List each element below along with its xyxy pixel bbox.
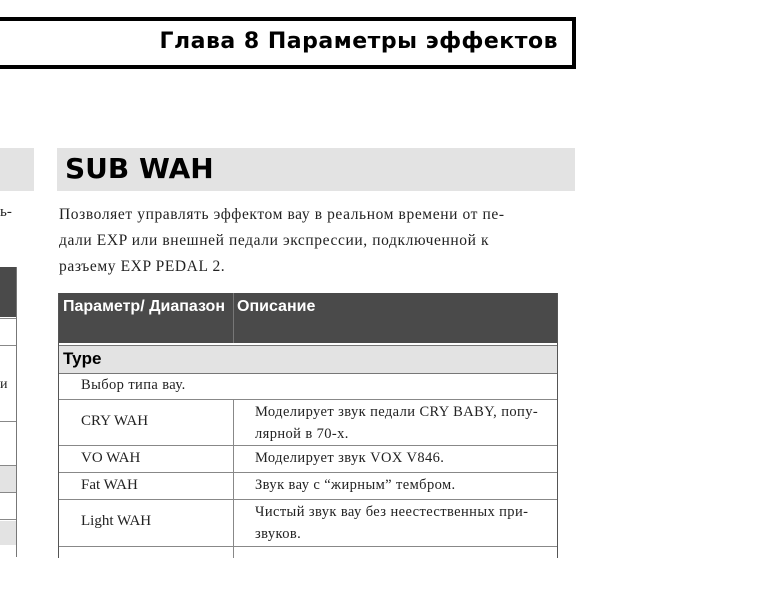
table-row-cutoff (59, 547, 557, 558)
section-title: SUB WAH (65, 152, 214, 185)
table-row (59, 500, 557, 547)
section-intro (59, 202, 575, 280)
group-description: Выбор типа вау. (81, 377, 186, 393)
group-label: Type (63, 349, 102, 368)
row-description (255, 501, 553, 545)
group-description-row (59, 373, 557, 400)
row-name: CRY WAH (81, 413, 149, 429)
row-name: VO WAH (81, 450, 141, 466)
row-description-line: Моделирует звук педали CRY BABY, попу- (255, 404, 539, 420)
table-row (59, 446, 557, 473)
chapter-header (0, 17, 576, 69)
left-table-fragment (0, 267, 17, 557)
section-heading-bar (57, 148, 575, 191)
row-description-line: звуков. (255, 526, 302, 542)
row-description-line: Моделирует звук VOX V846. (255, 450, 445, 466)
left-text-fragment: ь- (0, 204, 12, 220)
intro-line: дали EXP или внешней педали экспрессии, подключенной к (59, 232, 490, 249)
row-description-line: лярной в 70-х. (255, 426, 349, 442)
row-name: Light WAH (81, 513, 152, 529)
header-description: Описание (237, 298, 316, 315)
chapter-title: Глава 8 Параметры эффектов (159, 29, 558, 54)
row-name: Fat WAH (81, 477, 138, 493)
table-header (59, 293, 557, 343)
left-column-fragment (0, 148, 34, 558)
intro-line: разъему EXP PEDAL 2. (59, 258, 226, 275)
table-row (59, 473, 557, 500)
row-description-line: Чистый звук вау без неестественных при- (255, 504, 529, 520)
header-parameter-range: Параметр/ Диапазон (63, 298, 225, 315)
row-description-line: Звук вау с “жирным” тембром. (255, 477, 456, 493)
intro-line: Позволяет управлять эффектом вау в реальном времени от пе- (59, 206, 505, 223)
table-group-row (59, 345, 557, 374)
parameter-table (58, 293, 558, 558)
left-section-heading-bar (0, 148, 34, 191)
row-description (255, 447, 553, 469)
row-description (255, 474, 553, 496)
left-table-header (0, 267, 16, 317)
left-cell-fragment: и (0, 377, 8, 392)
row-description (255, 401, 553, 445)
table-row (59, 400, 557, 446)
